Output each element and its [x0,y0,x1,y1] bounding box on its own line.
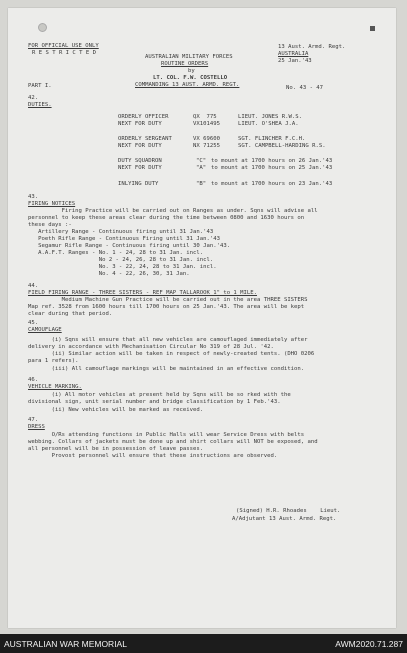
duty-name: SGT. FLINCHER F.C.H. [238,136,306,142]
camo-number: 45. [28,320,39,326]
field-line: Map ref. 3528 from 1600 hours till 1700 hours on 25 Jan.'43. The area will be kept [28,304,305,310]
firing-number: 43. [28,194,39,200]
field-line: Medium Machine Gun Practice will be carried out in the area THREE SISTERS [28,297,308,303]
duty-role: INLYING DUTY [118,181,159,187]
duty-number: "A" [196,165,207,171]
dress-title: DRESS [28,424,45,430]
part-label: PART I. [28,83,52,89]
duty-number: NX 71255 [193,143,220,149]
duty-name: to mount at 1700 hours on 25 Jan.'43 [211,165,333,171]
duty-role: DUTY SQUADRON [118,158,162,164]
field-line: clear during that period. [28,311,113,317]
force-title: AUSTRALIAN MILITARY FORCES [145,54,233,60]
unit-label: 13 Aust. Armd. Regt. [278,44,346,50]
orders-number: No. 43 - 47 [286,85,324,91]
duty-number: VX 69600 [193,136,220,142]
camo-line: para 1 refers). [28,358,79,364]
dress-line: all personnel will be in possession of leave passes. [28,446,204,452]
duty-number: "B" [196,181,207,187]
duty-number: VX101495 [193,121,220,127]
camo-title: CAMOUFLAGE [28,327,62,333]
commander-name: LT. COL. F.W. COSTELLO [153,75,228,81]
official-use-label: FOR OFFICIAL USE ONLY [28,43,99,49]
firing-title: FIRING NOTICES [28,201,76,207]
section-number: 42. [28,95,39,101]
vehicle-title: VEHICLE MARKING. [28,384,82,390]
camo-line: (iii) All camouflage markings will be maintained in an effective condition. [28,366,305,372]
duty-name: LIEUT. O'SHEA J.A. [238,121,299,127]
camo-line: (i) Sqns will ensure that all new vehicles are camouflaged immediately after [28,337,308,343]
dress-line: webbing. Collars of jackets must be done up and shirt collars will NOT be exposed, and [28,439,318,445]
firing-line: these days :- [28,222,72,228]
duty-role: NEXT FOR DUTY [118,165,162,171]
firing-line: Artillery Range - Continuous firing until 31 Jan.'43 [28,229,214,235]
duty-role: ORDERLY OFFICER [118,114,169,120]
document-page [8,8,396,628]
duty-name: to mount at 1700 hours on 23 Jan.'43 [211,181,333,187]
command-title: COMMANDING 13 AUST. ARMD. REGT. [135,82,240,88]
field-title: FIELD FIRING RANGE - THREE SISTERS - REF MAP TALLAROOK 1" to 1 MILE. [28,290,258,296]
footer-institution: AUSTRALIAN WAR MEMORIAL [4,639,127,649]
duty-name: SGT. CAMPBELL-HARDING R.S. [238,143,326,149]
firing-line: personnel to keep these areas clear during the time between 0800 and 1630 hours on [28,215,305,221]
vehicle-line: (i) All motor vehicles at present held by Sqns will be so rked with the [28,392,291,398]
field-number: 44. [28,283,39,289]
duty-name: LIEUT. JONES R.W.S. [238,114,302,120]
signature-title: A/Adjutant 13 Aust. Armd. Regt. [232,516,337,522]
firing-line: Poeth Rifle Range - Continuous Firing until 31 Jan.'43 [28,236,220,242]
duty-number: QX 775 [193,114,217,120]
dress-number: 47. [28,417,39,423]
section-title: DUTIES. [28,102,52,108]
firing-line: No 2 - 24, 26, 28 to 31 Jan. incl. [28,257,214,263]
date-label: 25 Jan.'43 [278,58,312,64]
vehicle-line: (ii) New vehicles will be marked as received. [28,407,204,413]
camo-line: (ii) Similar action will be taken in respect of newly-created tents. (DHO 0206 [28,351,315,357]
restricted-label: R E S T R I C T E D [32,50,96,56]
by-label: by [188,68,195,74]
punch-hole [38,23,47,32]
firing-line: A.A.F.T. Ranges - No. 1 - 24, 28 to 31 Jan. incl. [28,250,204,256]
duty-number: "C" [196,158,207,164]
duty-role: ORDERLY SERGEANT [118,136,172,142]
footer-accession: AWM2020.71.287 [335,639,403,649]
dress-line: Provost personnel will ensure that these instructions are observed. [28,453,278,459]
corner-mark [370,26,375,31]
firing-line: No. 3 - 22, 24, 28 to 31 Jan. incl. [28,264,217,270]
duty-role: NEXT FOR DUTY [118,121,162,127]
vehicle-line: divisional sign, unit serial number and bridge classification by 1 Feb.'43. [28,399,281,405]
firing-line: Firing Practice will be carried out on Ranges as under. Sqns will advise all [28,208,318,214]
location-label: AUSTRALIA [278,51,309,57]
camo-line: delivery in accordance with Mechanisation Circular No 319 of 28 Jul. '42. [28,344,274,350]
archive-footer [0,634,407,653]
firing-line: No. 4 - 22, 26, 30, 31 Jan. [28,271,190,277]
duty-name: to mount at 1700 hours on 26 Jan.'43 [211,158,333,164]
signature-name: (Signed) H.R. Rhoades Lieut. [236,508,341,514]
orders-title: ROUTINE ORDERS [161,61,209,67]
dress-line: O/Rs attending functions in Public Halls will wear Service Dress with belts [28,432,305,438]
vehicle-number: 46. [28,377,39,383]
firing-line: Segamur Rifle Range - Continuous firing until 30 Jan.'43. [28,243,231,249]
duty-role: NEXT FOR DUTY [118,143,162,149]
